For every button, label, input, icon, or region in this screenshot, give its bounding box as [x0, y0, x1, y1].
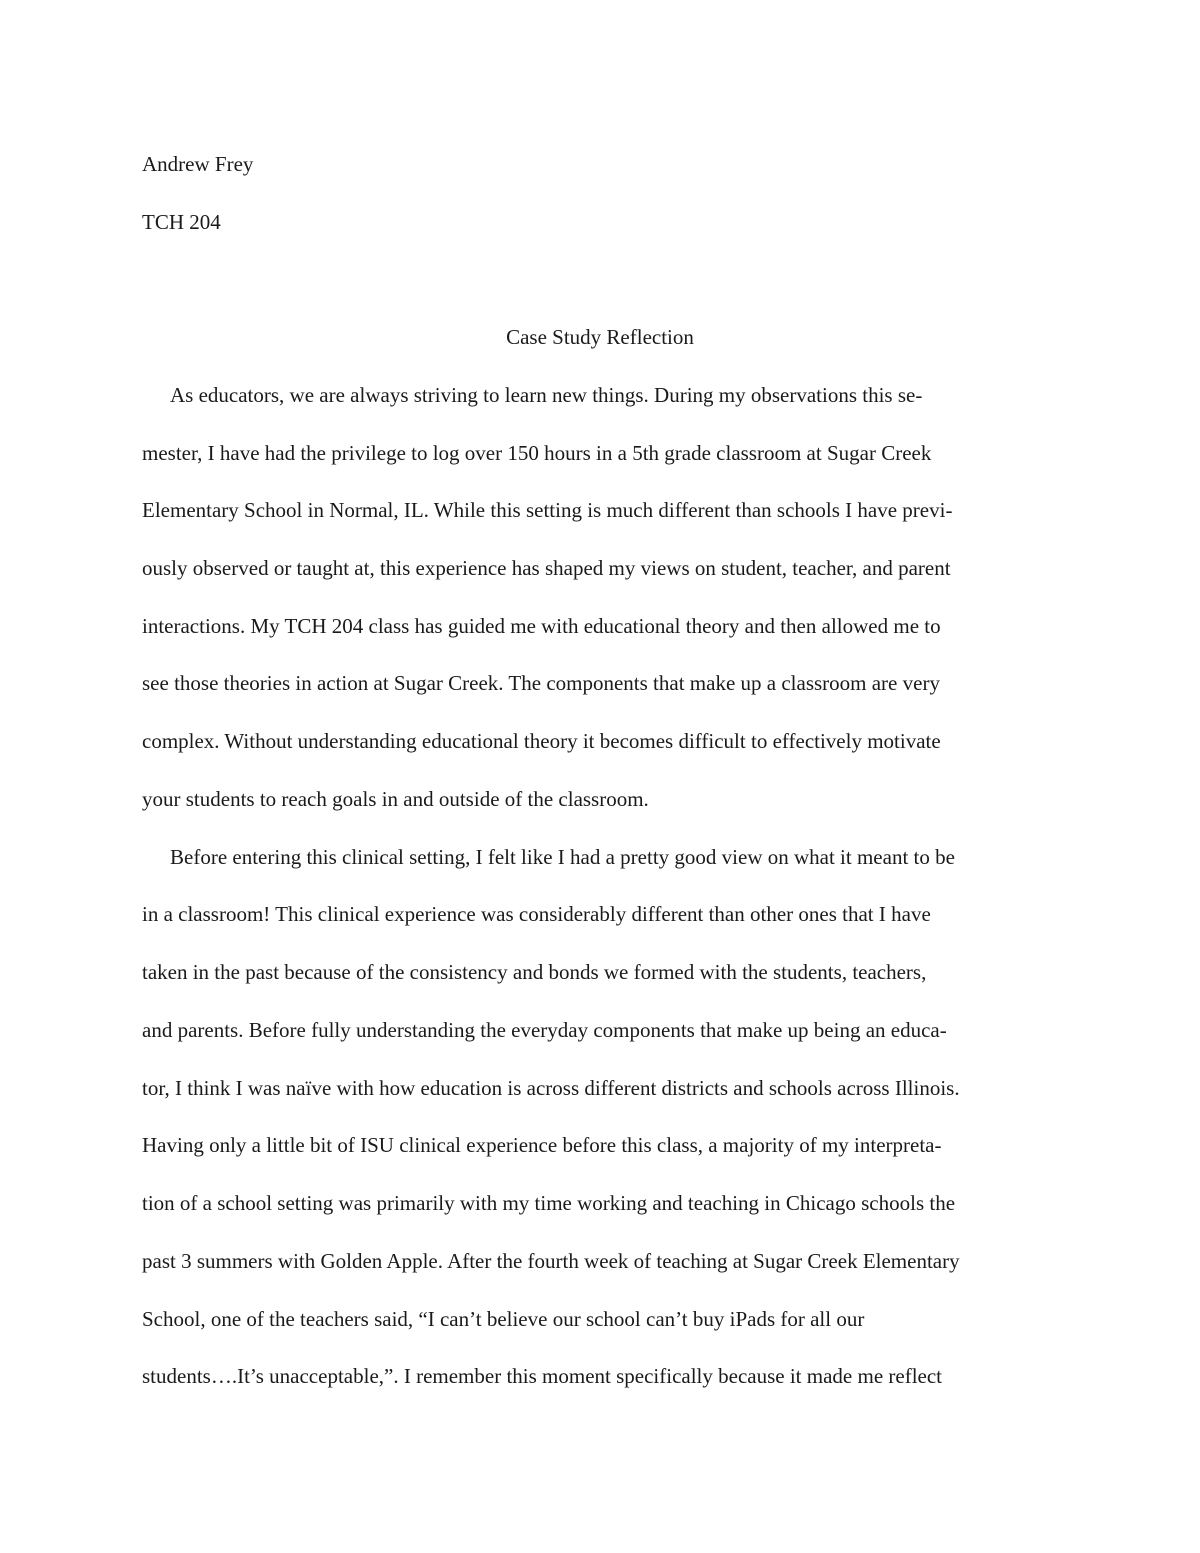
paragraph-1-line-3: Elementary School in Normal, IL. While this setting is much different than schools I have previ-	[142, 498, 953, 522]
paragraph-2-line-10: students….It’s unacceptable,”. I remember this moment specifically because it made me reflect	[142, 1364, 943, 1388]
paragraph-1-line-7: complex. Without understanding educational theory it becomes difficult to effectively motivate	[142, 729, 941, 753]
document-title: Case Study Reflection	[506, 325, 694, 349]
paragraph-2-line-7: tion of a school setting was primarily with my time working and teaching in Chicago schools the	[142, 1191, 956, 1215]
paragraph-2-line-5: tor, I think I was naïve with how education is across different districts and schools across Illinois.	[142, 1076, 960, 1100]
paragraph-1-line-2: mester, I have had the privilege to log over 150 hours in a 5th grade classroom at Sugar Creek	[142, 441, 932, 465]
paragraph-2-line-9: School, one of the teachers said, “I can’t believe our school can’t buy iPads for all our	[142, 1307, 865, 1331]
paragraph-1-line-1: As educators, we are always striving to learn new things. During my observations this se-	[170, 383, 923, 407]
paragraph-2-line-8: past 3 summers with Golden Apple. After the fourth week of teaching at Sugar Creek Elementary	[142, 1249, 960, 1273]
paragraph-2-line-4: and parents. Before fully understanding the everyday components that make up being an educa-	[142, 1018, 947, 1042]
author-name: Andrew Frey	[142, 152, 254, 176]
paragraph-1-line-5: interactions. My TCH 204 class has guided me with educational theory and then allowed me to	[142, 614, 941, 638]
paragraph-2-line-6: Having only a little bit of ISU clinical experience before this class, a majority of my interpreta-	[142, 1133, 942, 1157]
paragraph-2-line-2: in a classroom! This clinical experience was considerably different than other ones that I have	[142, 902, 931, 926]
paragraph-1-line-4: ously observed or taught at, this experience has shaped my views on student, teacher, and parent	[142, 556, 951, 580]
paragraph-1-line-8: your students to reach goals in and outside of the classroom.	[142, 787, 649, 811]
paragraph-2-line-1: Before entering this clinical setting, I felt like I had a pretty good view on what it meant to be	[170, 845, 955, 869]
paragraph-2-line-3: taken in the past because of the consistency and bonds we formed with the students, teachers,	[142, 960, 927, 984]
paragraph-1-line-6: see those theories in action at Sugar Creek. The components that make up a classroom are very	[142, 671, 940, 695]
course-code: TCH 204	[142, 210, 221, 234]
